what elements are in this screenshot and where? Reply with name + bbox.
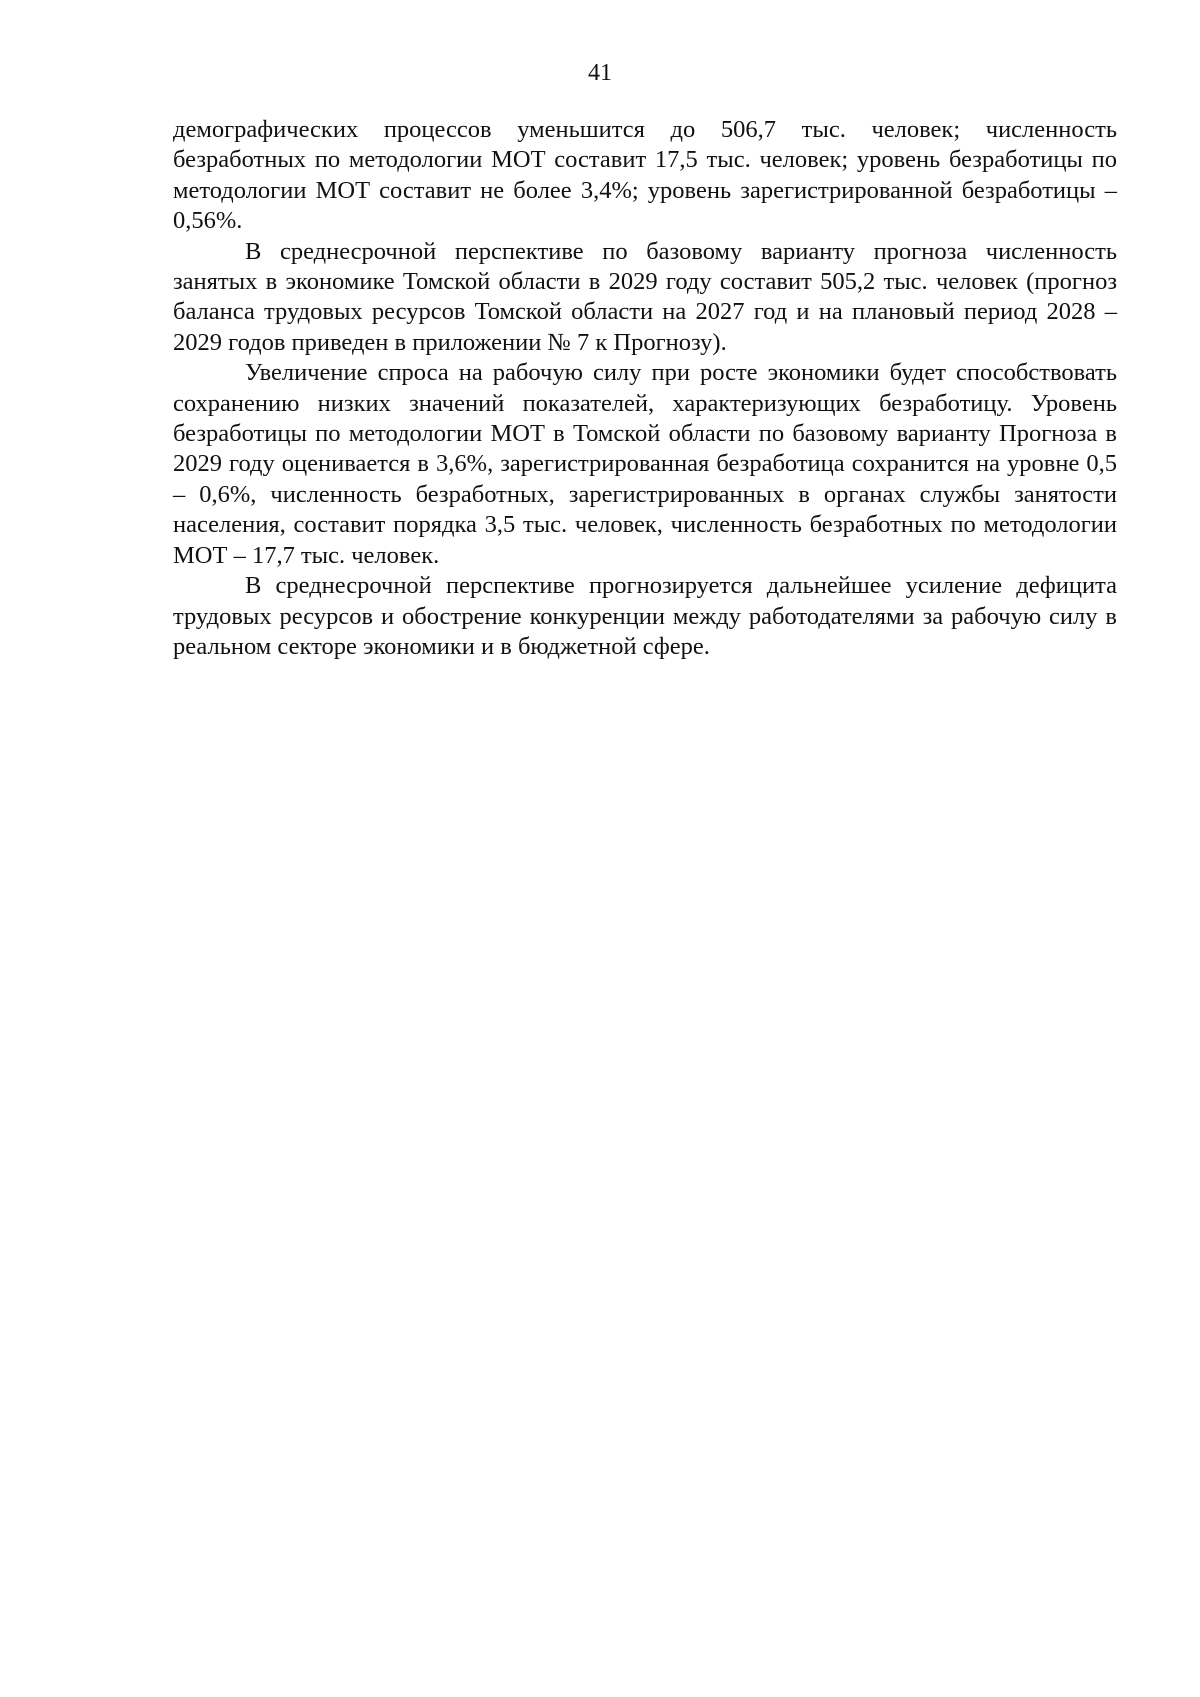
paragraph-continuation: демографических процессов уменьшится до 506,7 тыс. человек; численность безработных по методологии МОТ составит 17,5 тыс. человек; уровень безработицы по методологии МОТ составит не более 3,4%; уровень зарегистрированной безработицы – 0,56%. <box>173 116 1117 235</box>
page-number: 41 <box>588 60 612 86</box>
paragraph-labor-shortage: В среднесрочной перспективе прогнозируется дальнейшее усиление дефицита трудовых ресурсов и обострение конкуренции между работодателями за рабочую силу в реальном секторе экономики и в бюджетной сфере. <box>173 572 1117 660</box>
paragraph-employment-forecast: В среднесрочной перспективе по базовому варианту прогноза численность занятых в экономике Томской области в 2029 году составит 505,2 тыс. человек (прогноз баланса трудовых ресурсов Томской области на 2027 год и на плановый период 2028 – 2029 годов приведен в приложении № 7 к Прогнозу). <box>173 237 1117 356</box>
paragraph-unemployment-indicators: Увеличение спроса на рабочую силу при росте экономики будет способствовать сохранению низких значений показателей, характеризующих безработицу. Уровень безработицы по методологии МОТ в Томской области по базовому варианту Прогноза в 2029 году оценивается в 3,6%, зарегистрированная безработица сохранится на уровне 0,5 – 0,6%, численность безработных, зарегистрированных в органах службы занятости населения, составит порядка 3,5 тыс. человек, численность безработных по методологии МОТ – 17,7 тыс. человек. <box>173 359 1117 569</box>
body-text <box>173 115 1117 662</box>
